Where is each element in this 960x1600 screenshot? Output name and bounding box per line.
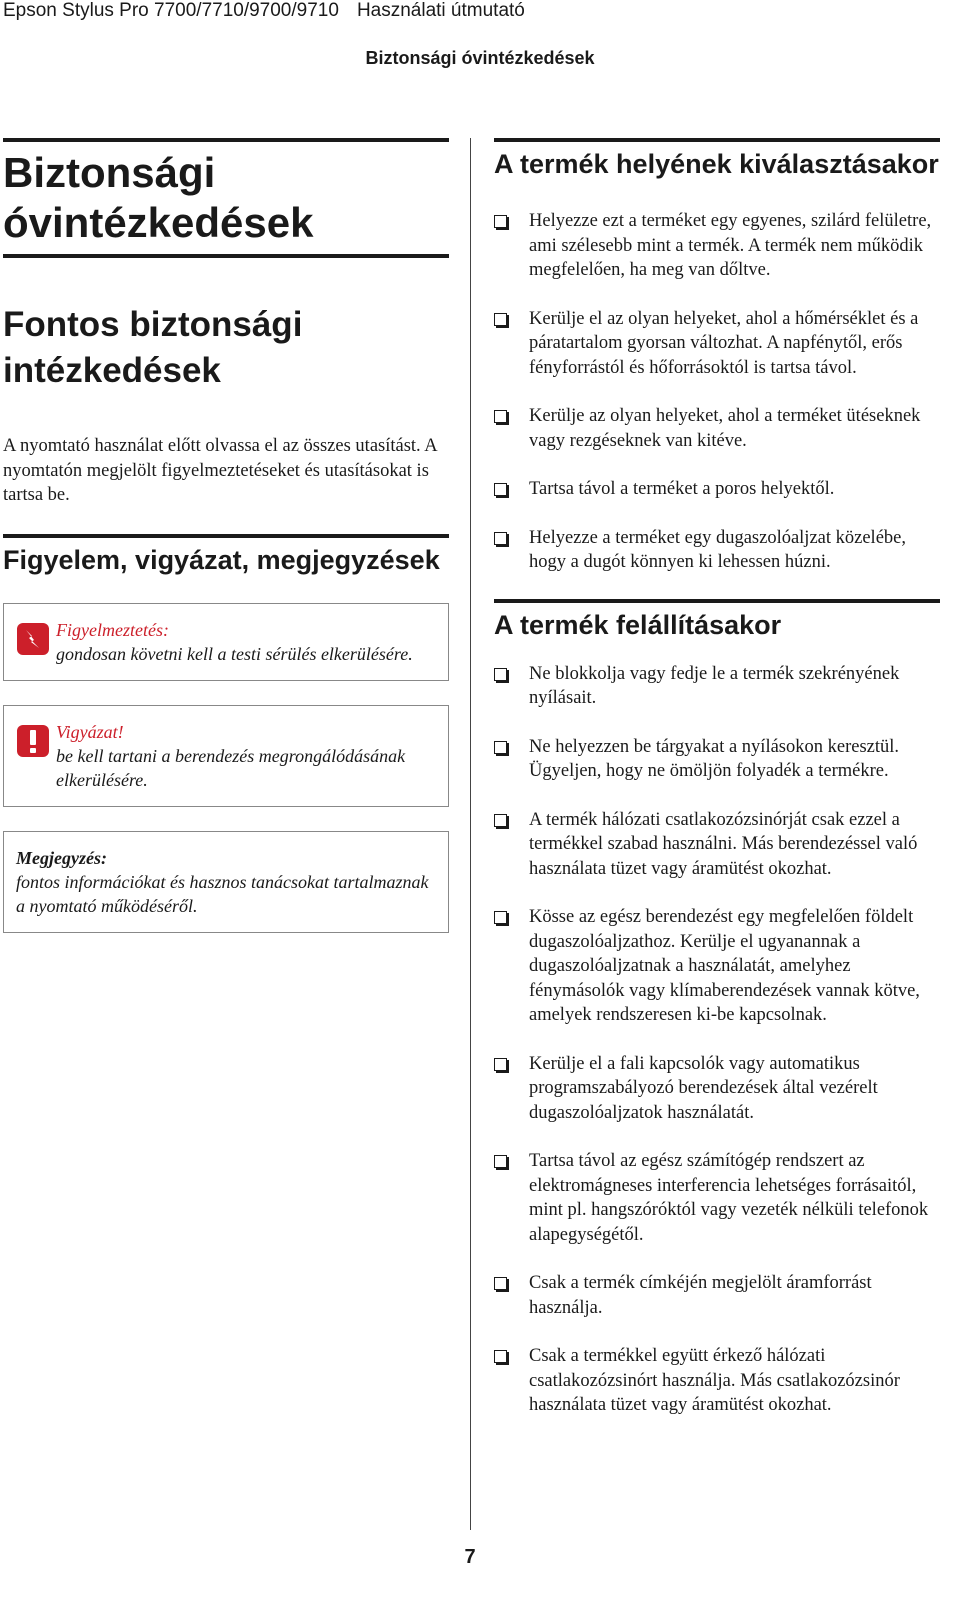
checkbox-bullet-icon (494, 532, 507, 545)
list-item-text: Kerülje el a fali kapcsolók vagy automatikus programszabályozó berendezések által vezérelt dugaszolóaljzatok használatát. (529, 1053, 878, 1123)
running-header (3, 0, 525, 22)
checkbox-bullet-icon (494, 1350, 507, 1363)
checkbox-bullet-icon (494, 483, 507, 496)
product-name: Epson Stylus Pro 7700/7710/9700/9710 (3, 0, 339, 21)
list-item-text: Ne blokkolja vagy fedje le a termék szekrényének nyílásait. (529, 663, 900, 708)
checkbox-bullet-icon (494, 741, 507, 754)
checkbox-bullet-icon (494, 313, 507, 326)
list-item (494, 404, 940, 453)
list-item-text: Kerülje az olyan helyeket, ahol a terméket ütéseknek vagy rezgéseknek van kitéve. (529, 406, 921, 451)
caution-icon (16, 724, 50, 758)
column-divider (470, 138, 471, 1530)
right-column (494, 138, 940, 1442)
list-item-text: Helyezze a terméket egy dugaszolóaljzat közelébe, hogy a dugót könnyen ki lehessen húzni. (529, 527, 906, 572)
note-text: fontos információkat és hasznos tanácsokat tartalmaznak a nyomtató működéséről. (16, 871, 429, 916)
list-item (494, 1149, 940, 1247)
checkbox-bullet-icon (494, 668, 507, 681)
note-box (3, 831, 449, 933)
setup-heading: A termék felállításakor (494, 599, 940, 644)
checkbox-bullet-icon (494, 1058, 507, 1071)
list-item-text: A termék hálózati csatlakozózsinórját csak ezzel a termékkel szabad használni. Más berendezéssel való használata tüzet vagy áramütést okozhat. (529, 809, 918, 879)
list-item-text: Csak a termékkel együtt érkező hálózati csatlakozózsinórt használja. Más csatlakozózsinór használata tüzet vagy áramütést okozhat. (529, 1346, 900, 1415)
list-item (494, 1344, 940, 1418)
location-heading: A termék helyének kiválasztásakor (494, 138, 940, 183)
notices-heading: Figyelem, vigyázat, megjegyzések (3, 534, 449, 579)
list-item-text: Helyezze ezt a terméket egy egyenes, szilárd felületre, ami szélesebb mint a termék. A termék nem működik megfelelően, ha meg van dőltve. (529, 211, 932, 280)
caution-label: Vigyázat! (56, 721, 124, 742)
checkbox-bullet-icon (494, 911, 507, 924)
caution-box (3, 705, 449, 807)
checkbox-bullet-icon (494, 1155, 507, 1168)
page-number: 7 (464, 1546, 476, 1568)
list-item (494, 662, 940, 711)
list-item (494, 209, 940, 283)
warning-box (3, 603, 449, 681)
important-heading: Fontos biztonsági intézkedések (3, 305, 303, 390)
warning-label: Figyelmeztetés: (56, 619, 169, 640)
list-item-text: Ne helyezzen be tárgyakat a nyílásokon keresztül. Ügyeljen, hogy ne ömöljön folyadék a termékre. (529, 736, 900, 781)
checkbox-bullet-icon (494, 410, 507, 423)
list-item (494, 808, 940, 882)
caution-text: be kell tartani a berendezés megrongálódásának elkerülésére. (56, 745, 406, 790)
list-item-text: Tartsa távol a terméket a poros helyektől. (529, 479, 835, 499)
section-header: Biztonsági óvintézkedések (365, 48, 595, 68)
intro-paragraph: A nyomtató használat előtt olvassa el az összes utasítást. A nyomtatón megjelölt figyelmeztetéseket és utasításokat is tartsa be. (3, 436, 437, 505)
list-item (494, 905, 940, 1028)
note-label: Megjegyzés: (16, 847, 107, 868)
list-item (494, 1271, 940, 1320)
list-item-text: Tartsa távol az egész számítógép rendszert az elektromágneses interferencia lehetséges forrásaitól, mint pl. hangszóróktól vagy vezeték nélküli telefonok alapegységétől. (529, 1151, 929, 1245)
warning-icon (16, 622, 50, 656)
left-column (3, 138, 449, 933)
setup-list (494, 662, 940, 1418)
list-item-text: Kösse az egész berendezést egy megfelelően földelt dugaszolóaljzathoz. Kerülje el ugyanannak a dugaszolóaljzatnak a használatát, amelyhez fénymásolók vagy klímaberendezések vannak kötve, amelyek rendszeresen ki-be kapcsolnak. (529, 907, 920, 1025)
list-item-text: Kerülje el az olyan helyeket, ahol a hőmérséklet és a páratartalom gyorsan változhat. A napfénytől, erős fényforrástól és hőforrásoktól is tartsa távol. (529, 308, 919, 378)
list-item (494, 735, 940, 784)
checkbox-bullet-icon (494, 814, 507, 827)
checkbox-bullet-icon (494, 1277, 507, 1290)
checkbox-bullet-icon (494, 215, 507, 228)
list-item (494, 307, 940, 381)
list-item (494, 526, 940, 575)
guide-name: Használati útmutató (356, 0, 525, 21)
location-list (494, 209, 940, 575)
warning-text: gondosan követni kell a testi sérülés elkerülésére. (56, 643, 413, 664)
list-item (494, 1052, 940, 1126)
list-item (494, 477, 940, 502)
page-title: Biztonsági óvintézkedések (3, 138, 449, 258)
list-item-text: Csak a termék címkéjén megjelölt áramforrást használja. (529, 1273, 872, 1318)
